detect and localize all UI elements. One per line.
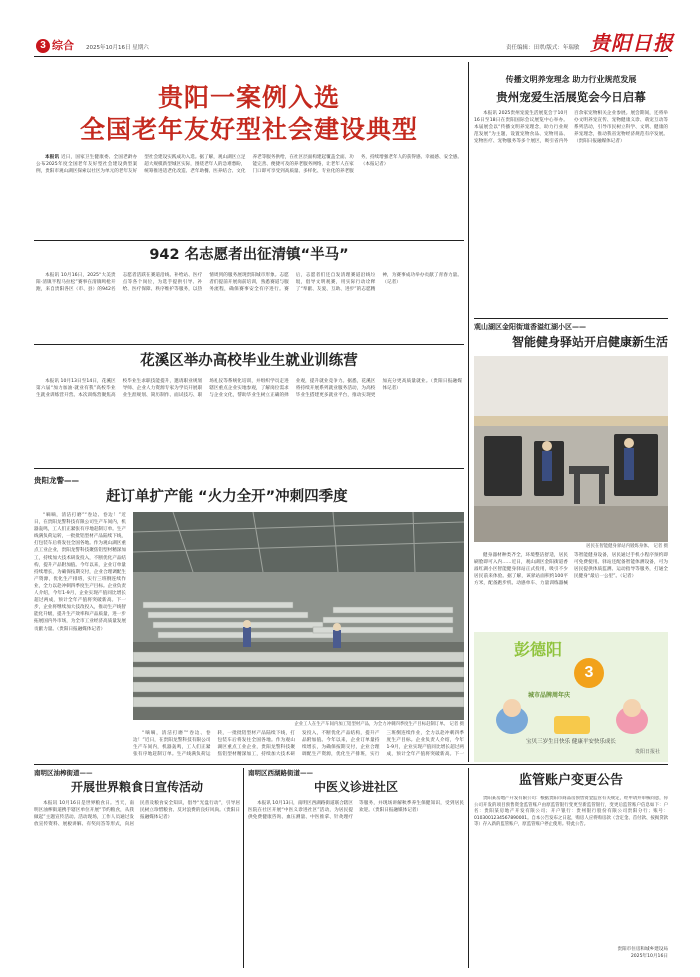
grain-body bbox=[34, 800, 240, 966]
section-name: 综合 bbox=[52, 39, 74, 52]
industry-body-continued: “嘀嘀，清洁打磨”“卷边、卷边！”近日，在贵阳龙警科技有限公司生产车间内，机器轰鸣，工人们正紧张有序地赶制订单。生产线满负荷运转，一批批铝型材产品陆续下线，打包装车后将发往全国各地。作为观山湖区重点工业企业，贵阳龙警科技聚焦铝型材精深加工，持续加大技术研发投入，不断优化产品结构，提升产品附加值。今年以来，企业订单量持续增长，为确保按期交付，企业合理调配生产资源，优化生产排班，实行三班倒连续作业，全力以赴冲刺四季度生产目标。企业负责人介绍，今年1-9月，企业实现产值同比增长超过两成，预计全年产值将突破新高。下一 bbox=[133, 731, 464, 758]
ad-tagline: 宝贝三岁生日快乐 健康平安快乐成长 bbox=[526, 739, 616, 745]
community-body-text: 健身器材种类齐全，环境整洁舒适，居民刷脸即可入内……近日，观山湖区金阳街道香溢红湖小区智能健身驿站正式投用，吸引不少居民前来体验。据了解，该驿站面积约100平方米，配备跑步机、动感单车、力量训练器械等智能健身设备，居民通过手机小程序预约即可免费使用。驿站还配备智能体测设备，可为居民提供体质监测、运动指导等服务，打通全民健身“最后一公里”。（记者） bbox=[474, 553, 668, 587]
page-header bbox=[0, 0, 700, 58]
notice-issuer: 贵阳市住房和城乡建设局 bbox=[617, 947, 668, 952]
employment-headline: 花溪区举办高校毕业生就业训练营 bbox=[140, 353, 358, 369]
ad-badge-number: 3 bbox=[584, 664, 594, 681]
notice-date: 2025年10月16日 bbox=[630, 954, 668, 959]
grain-body-text: 本报讯 10月16日是世界粮食日。当天，南明区油榨街道携手辖区单位开展“节约粮食，从我做起”主题宣传活动。活动现场，工作人员通过发放宣传资料、展板讲解、有奖问答等形式，向居民普及粮食安全知识，倡导“光盘行动”，引导居民树立珍惜粮食、反对浪费的良好风尚。（贵阳日报融媒体记者） bbox=[34, 801, 240, 828]
civilization-headline: 贵州宠爱生活展览会今日启幕 bbox=[496, 90, 646, 104]
community-kicker: 观山湖区金阳街道香溢红湖小区—— bbox=[474, 323, 586, 331]
factory-photo-caption: 企业工人在生产车间内加工铝型材产品，为全力冲刺四季度生产目标赶制订单。 记者 摄 bbox=[294, 722, 464, 727]
notice bbox=[474, 770, 668, 968]
ad-anniversary-badge bbox=[574, 658, 604, 688]
lead-story bbox=[34, 62, 464, 252]
volunteer-headline: 942 名志愿者出征清镇“半马” bbox=[149, 247, 349, 263]
volunteer-body bbox=[36, 272, 462, 340]
civilization-body bbox=[474, 110, 668, 314]
lead-body bbox=[36, 154, 462, 246]
ad-name: 彭德阳 bbox=[514, 640, 563, 659]
community-body bbox=[474, 552, 668, 632]
tcm-headline: 中医义诊进社区 bbox=[313, 780, 398, 794]
civilization-story bbox=[474, 74, 668, 318]
ad-mascot-illustration bbox=[482, 692, 660, 736]
column-divider bbox=[243, 768, 244, 968]
employment-story bbox=[34, 350, 464, 468]
tcm-body-text: 本报讯 10月13日，南明区西湖路街道联合辖区医院在社区开展“中医义诊进社区”活动，为居民提供免费健康咨询、血压测量、中医推拿、针灸理疗等服务，并现场讲解秋季养生保健知识，受到居民欢迎。（贵阳日报融媒体记者） bbox=[248, 801, 464, 821]
notice-footer bbox=[474, 946, 668, 960]
lead-headline-line1: 贵阳一案例入选 bbox=[157, 83, 340, 112]
lead-byline: 本报讯 bbox=[45, 155, 60, 160]
civilization-subhead: 传播文明养宠理念 助力行业规范发展 bbox=[505, 75, 637, 84]
column-divider bbox=[468, 62, 469, 762]
gym-photo-caption: 居民在智能健身驿站内锻炼身体。 记者 摄 bbox=[586, 544, 668, 549]
divider bbox=[474, 318, 668, 319]
divider bbox=[34, 468, 464, 469]
community-headline: 智能健身驿站开启健康新生活 bbox=[511, 335, 668, 349]
ad-subtitle: 城市品牌周年庆 bbox=[528, 692, 571, 699]
bottom-rule bbox=[34, 764, 668, 765]
notice-body bbox=[474, 796, 668, 938]
industry-kicker: 贵阳龙警—— bbox=[34, 476, 79, 485]
issue-date: 2025年10月16日 星期六 bbox=[86, 45, 149, 51]
lead-body-text: 近日，国家卫生健康委、全国老龄办公布2025年度全国老年友好型社会建设典型案例，贵阳市观山湖区探索以社区为单元的老年友好型社会建设实践成功入选。据了解，观山湖区立足超大规模新型城区实际，围绕老年人的急难愁盼，统筹推进适老化改造、老年助餐、医养结合、文化养老等服务供给，在社区层面构建起覆盖全面、功能完善、便捷可及的养老服务网络，让老年人在家门口即可享受到高质量、多样化、专业化的养老服务，持续增强老年人的获得感、幸福感、安全感。（本报记者） bbox=[36, 155, 462, 175]
header-rule bbox=[34, 56, 668, 57]
gym-illustration bbox=[474, 356, 668, 542]
factory-illustration bbox=[133, 512, 464, 720]
divider bbox=[34, 240, 464, 241]
industry-headline: 赶订单扩产能 “火力全开”冲刺四季度 bbox=[106, 489, 348, 505]
page-number: 3 bbox=[40, 40, 46, 51]
industry-body-bottom bbox=[133, 730, 464, 760]
grain-kicker: 南明区油榨街道—— bbox=[34, 769, 93, 777]
employment-body-text: 本报讯 10月13日至14日，花溪区第六届“加力加油·就业有我”高校毕业生就业训练营开营。本次训练营聚焦高校毕业生求职技能提升，邀请职业规划导师、企业人力资源专家为学员开展职业生涯规划、简历制作、面试技巧、职场礼仪等系统化培训，并组织学员走进辖区重点企业实地参观，了解岗位需求与企业文化，帮助毕业生树立正确的择业观，提升就业竞争力。据悉，花溪区将持续开展系列就业服务活动，为高校毕业生搭建更多就业平台，推动实现更加充分更高质量就业。（贵阳日报融媒体记者） bbox=[36, 379, 462, 399]
tcm-body bbox=[248, 800, 464, 966]
ad-title bbox=[514, 640, 562, 660]
factory-photo bbox=[133, 512, 464, 720]
editor-info: 责任编辑：田翠/版式：年瑞敏 bbox=[506, 45, 580, 51]
tcm-story bbox=[248, 768, 464, 968]
divider bbox=[34, 344, 464, 345]
lead-headline bbox=[34, 82, 464, 146]
employment-body bbox=[36, 378, 462, 464]
tcm-kicker: 南明区西湖路街道—— bbox=[248, 769, 313, 777]
newspaper-brand: 贵阳日报 bbox=[590, 31, 674, 55]
grain-headline: 开展世界粮食日宣传活动 bbox=[70, 780, 203, 794]
grain-story bbox=[34, 768, 240, 968]
industry-body-text: “嘀嘀，清洁打磨”“卷边、卷边！”近日，在贵阳龙警科技有限公司生产车间内，机器轰鸣，工人们正紧张有序地赶制订单。生产线满负荷运转，一批批铝型材产品陆续下线，打包装车后将发往全国各地。作为观山湖区重点工业企业，贵阳龙警科技聚焦铝型材精深加工，持续加大技术研发投入，不断优化产品结构，提升产品附加值。今年以来，企业订单量持续增长，为确保按期交付，企业合理调配生产资源，优化生产排班，实行三班倒连续作业，全力以赴冲刺四季度生产目标。企业负责人介绍，今年1-9月，企业实现产值同比增长超过两成，预计全年产值将突破新高。下一步，企业将继续加大技改投入，推动生产线智能化升级，提升生产效率和产品质量，进一步拓展国内外市场，为全市工业经济高质量发展贡献力量。（贵阳日报融媒体记者） bbox=[34, 513, 126, 632]
civilization-body-text: 本报讯 2025贵州宠爱生活展览会于10月16日至18日在贵阳国际会议展览中心举办。本届展会以“传播文明养宠理念，助力行业规范发展”为主题，设置宠物食品、宠物用品、宠物医疗、宠物服务等多个展区，吸引省内外百余家宠物相关企业参展。展会期间，还将举办文明养宠宣传、宠物健康义诊、萌宠互动等系列活动，引导市民树立科学、文明、健康的养宠理念，推动我省宠物经济规范有序发展。（贵阳日报融媒体记者） bbox=[474, 111, 668, 145]
column-divider bbox=[468, 768, 469, 968]
mascot-ad bbox=[474, 632, 668, 762]
notice-title: 监管账户变更公告 bbox=[518, 773, 623, 788]
volunteer-body-text: 本报讯 10月16日，2025“大美贵阳·清镇半程马拉松”赛事在清镇鸣枪开跑，来自贵阳各区（市、县）的942名志愿者活跃在赛道沿线、补给站、医疗点等各个岗位，为选手提供引导、补给、医疗保障、秩序维护等服务，以热情周到的服务展现贵阳城市形象。志愿者们提前开展岗前培训，熟悉赛道与服务流程，确保赛事安全有序进行。赛后，志愿者们还自发清理赛道沿线垃圾，倡导文明观赛，用实际行动诠释了“奉献、友爱、互助、进步”的志愿精神，为赛事成功举办贡献了青春力量。（记者） bbox=[36, 273, 462, 293]
volunteer-story bbox=[34, 244, 464, 344]
community-story bbox=[474, 322, 668, 632]
notice-body-text: 贵阳某房地产开发有限公司：根据贵阳市商品房预售资金监管有关规定，经申请并审核同意，你公司开发的项目预售资金监管账户由原监管银行变更至新监管银行，变更后监管账户信息如下：户名：贵阳某房地产开发有限公司；开户银行：贵州银行股份有限公司贵阳分行；账号：0103001234567890001。自本公告发布之日起，购房人应将购房款（含定金、首付款、按揭贷款等）存入新的监管账户，原监管账户停止使用。特此公告。 bbox=[474, 796, 668, 828]
lead-headline-line2: 全国老年友好型社会建设典型 bbox=[79, 115, 418, 144]
industry-body-left bbox=[34, 512, 126, 758]
industry-story bbox=[34, 472, 464, 762]
ad-footer: 贵阳日报社 bbox=[634, 749, 660, 755]
page-number-badge bbox=[36, 39, 50, 53]
gym-photo bbox=[474, 356, 668, 542]
